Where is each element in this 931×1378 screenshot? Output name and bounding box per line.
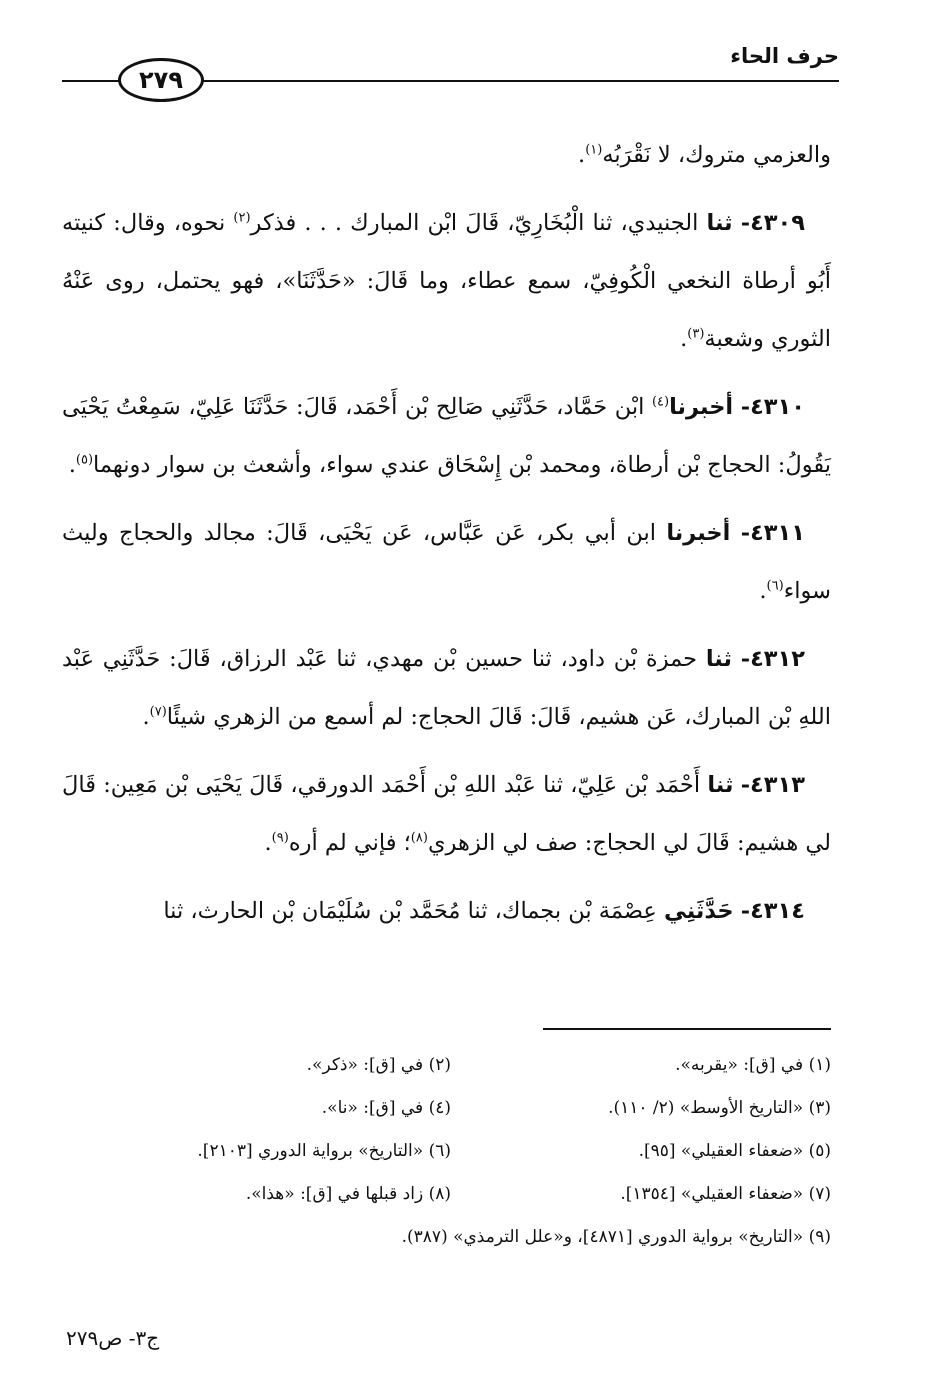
entry-4311: ٤٣١١- أخبرنا ابن أبي بكر، عَن عَبَّاس، عَن يَحْيَى، قَالَ: مجالد والحجاج وليث سواء$^{(٦)}$. (62, 520, 831, 604)
entry-lead-word: أخبرنا (669, 394, 734, 420)
entry-number: ٤٣١٠ (750, 394, 806, 420)
entry-number: ٤٣١٤ (750, 898, 805, 924)
entry-lead-word: ثنا (706, 210, 733, 236)
footnote-2: (٢) في [ق]: «ذكر». (306, 1055, 451, 1075)
footnote-ref: (٤) (651, 394, 670, 410)
footnote-5: (٥) «ضعفاء العقيلي» [٩٥]. (638, 1141, 831, 1161)
footnote-row (62, 1216, 831, 1259)
footnotes (62, 1044, 831, 1259)
page-number: ٢٧٩ (139, 66, 183, 94)
footnote-row (62, 1087, 831, 1130)
footnote-ref: (٩) (271, 830, 289, 846)
footnote-8: (٨) زاد قبلها في [ق]: «هذا». (245, 1184, 451, 1204)
entry-4310: ٤٣١٠- أخبرنا$^{(٤)}$ ابْن حَمَّاد، حَدَّثَنِي صَالِح بْن أَحْمَد، قَالَ: حَدَّثَنَا عَلِيّ، سَمِعْتُ يَحْيَى يَقُولُ: الحجاج بْن أرطاة، ومحمد بْن إِسْحَاق عندي سواء، وأشعث بن سوار دونهما$^{(٥)}$. (62, 394, 831, 478)
footnote-4: (٤) في [ق]: «نا». (321, 1098, 451, 1118)
entry-lead-word: حَدَّثَنِي (663, 898, 734, 924)
footnote-ref: (٨) (410, 830, 428, 846)
entry-number: ٤٣٠٩ (750, 210, 805, 236)
footnote-ref: (٦) (766, 578, 784, 594)
footnote-row (62, 1130, 831, 1173)
footnote-ref: (٧) (149, 704, 167, 720)
footnote-ref: (٣) (687, 326, 705, 342)
main-text (62, 126, 831, 950)
entry-4313: ٤٣١٣- ثنا أَحْمَد بْن عَلِيّ، ثنا عَبْد اللهِ بْن أَحْمَد الدورقي، قَالَ يَحْيَى بْن مَعِين: قَالَ لي هشيم: قَالَ لي الحجاج: صف لي الزهري$^{(٨)}$؛ فإني لم أره$^{(٩)}$. (62, 772, 831, 856)
entry-4314: ٤٣١٤- حَدَّثَنِي عِصْمَة بْن بجماك، ثنا مُحَمَّد بْن سُلَيْمَان بْن الحارث، ثنا (163, 898, 805, 924)
footnote-separator (543, 1028, 831, 1030)
page-number-oval (118, 58, 204, 102)
volume-page-mark: ج٣- ص٢٧٩ (66, 1326, 160, 1350)
footnote-ref: (١) (585, 142, 603, 158)
entry-lead-word: ثنا (707, 772, 734, 798)
footnote-6: (٦) «التاريخ» برواية الدوري [٢١٠٣]. (197, 1141, 451, 1161)
footnote-9: (٩) «التاريخ» برواية الدوري [٤٨٧١]، و«علل الترمذي» (٣٨٧). (401, 1227, 831, 1247)
entry-lead-word: أخبرنا (666, 520, 731, 546)
footnote-7: (٧) «ضعفاء العقيلي» [١٣٥٤]. (620, 1184, 831, 1204)
footnote-1: (١) في [ق]: «يقربه». (675, 1055, 831, 1075)
footnote-3: (٣) «التاريخ الأوسط» (٢/ ١١٠). (608, 1098, 831, 1118)
entry-4309: ٤٣٠٩- ثنا الجنيدي، ثنا الْبُخَارِيّ، قَالَ ابْن المبارك . . . فذكر$^{(٢)}$ نحوه، وقال: كنيته أَبُو أرطاة النخعي الْكُوفِيّ، سمع عطاء، وما قَالَ: «حَدَّثَنَا»، فهو يحتمل، روى عَنْهُ الثوري وشعبة$^{(٣)}$. (62, 210, 831, 352)
footnote-row (62, 1173, 831, 1216)
footnote-ref: (٢) (233, 210, 251, 226)
entry-4312: ٤٣١٢- ثنا حمزة بْن داود، ثنا حسين بْن مهدي، ثنا عَبْد الرزاق، قَالَ: حَدَّثَنِي عَبْد اللهِ بْن المبارك، عَن هشيم، قَالَ: قَالَ الحجاج: لم أسمع من الزهري شيئًا$^{(٧)}$. (62, 646, 831, 730)
entry-number: ٤٣١٣ (750, 772, 805, 798)
entry-number: ٤٣١٢ (750, 646, 805, 672)
running-head: حرف الحاء (730, 44, 839, 68)
paragraph-continuation: والعزمي متروك، لا نَقْرَبُه$^{(١)}$. (578, 142, 831, 168)
entry-number: ٤٣١١ (750, 520, 805, 546)
entry-lead-word: ثنا (705, 646, 732, 672)
footnote-row (62, 1044, 831, 1087)
footnote-ref: (٥) (75, 452, 94, 468)
